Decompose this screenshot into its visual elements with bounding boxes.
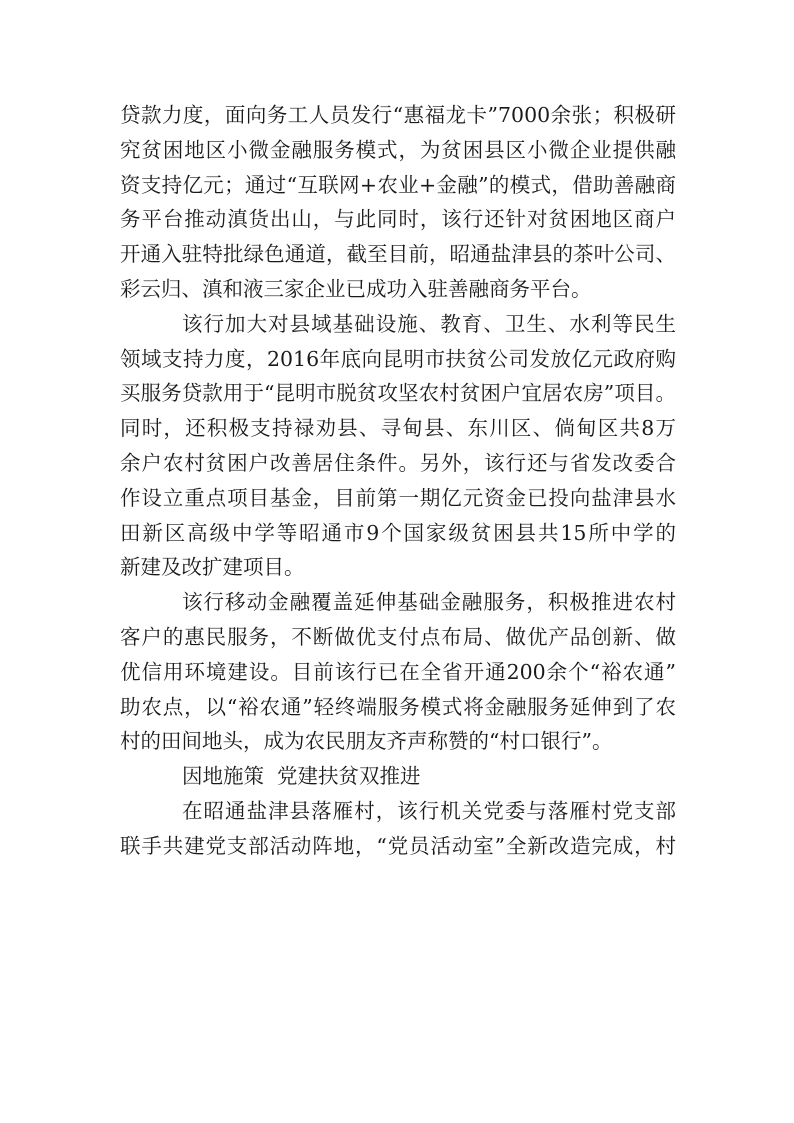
text-line: 联手共建党支部活动阵地，“党员活动室”全新改造完成，村 <box>120 833 676 858</box>
paragraph-1 <box>120 98 676 307</box>
text-line: 新建及改扩建项目。 <box>120 555 305 580</box>
text-line: 余户农村贫困户改善居住条件。另外，该行还与省发改委合 <box>120 450 676 475</box>
section-heading <box>120 759 676 794</box>
text-line: 同时，还积极支持禄劝县、寻甸县、东川区、倘甸区共8万 <box>120 416 676 441</box>
paragraph-2 <box>120 307 676 585</box>
text-line: 该行加大对县域基础设施、教育、卫生、水利等民生 <box>182 311 676 336</box>
text-line: 究贫困地区小微金融服务模式，为贫困县区小微企业提供融 <box>120 137 676 162</box>
text-line: 优信用环境建设。目前该行已在全省开通200余个“裕农通” <box>120 659 676 684</box>
document-body <box>120 98 676 864</box>
paragraph-3 <box>120 585 676 759</box>
text-line: 田新区高级中学等昭通市9个国家级贫困县共15所中学的 <box>120 520 676 545</box>
text-line: 村的田间地头，成为农民朋友齐声称赞的“村口银行”。 <box>120 729 613 754</box>
text-line: 客户的惠民服务，不断做优支付点布局、做优产品创新、做 <box>120 624 676 649</box>
text-line: 领域支持力度，2016年底向昆明市扶贫公司发放亿元政府购 <box>120 346 676 371</box>
text-line: 资支持亿元；通过“互联网+农业+金融”的模式，借助善融商 <box>120 172 676 197</box>
text-line: 买服务贷款用于“昆明市脱贫攻坚农村贫困户宜居农房”项目。 <box>120 381 676 406</box>
text-line: 助农点，以“裕农通”轻终端服务模式将金融服务延伸到了农 <box>120 694 676 719</box>
text-line: 该行移动金融覆盖延伸基础金融服务，积极推进农村 <box>182 590 676 615</box>
text-line: 在昭通盐津县落雁村，该行机关党委与落雁村党支部 <box>182 798 676 823</box>
text-line: 彩云归、滇和液三家企业已成功入驻善融商务平台。 <box>120 276 592 301</box>
text-line: 贷款力度，面向务工人员发行“惠福龙卡”7000余张；积极研 <box>120 103 676 127</box>
section-heading-text: 因地施策 党建扶贫双推进 <box>182 764 421 789</box>
text-line: 开通入驻特批绿色通道，截至目前，昭通盐津县的茶叶公司、 <box>120 242 676 267</box>
text-line: 作设立重点项目基金，目前第一期亿元资金已投向盐津县水 <box>120 485 676 510</box>
paragraph-4 <box>120 794 676 864</box>
text-line: 务平台推动滇货出山，与此同时，该行还针对贫困地区商户 <box>120 207 676 232</box>
